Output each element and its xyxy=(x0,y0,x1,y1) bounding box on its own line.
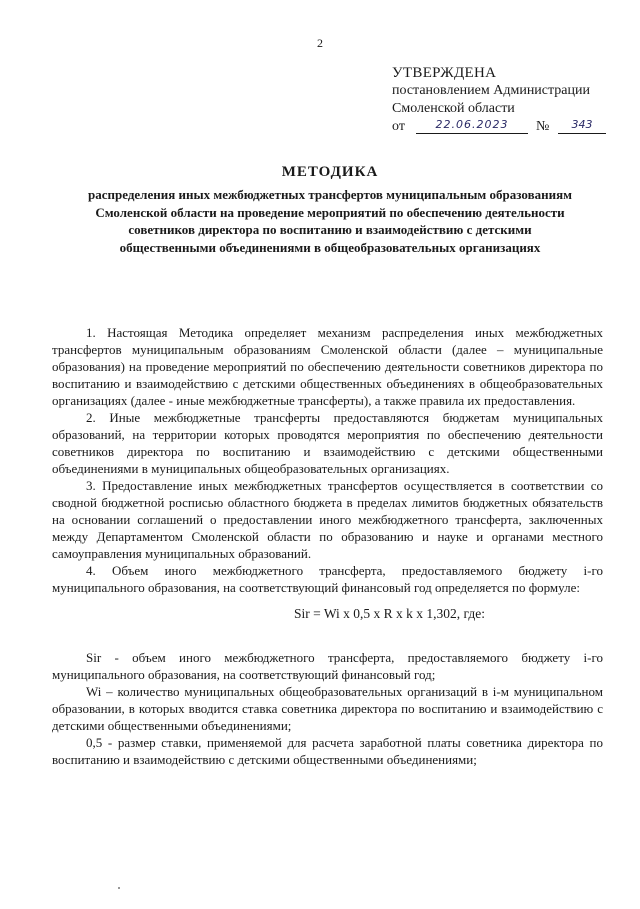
number-label: № xyxy=(536,119,550,134)
from-label: от xyxy=(392,119,405,134)
document-title xyxy=(80,164,580,256)
scan-speck xyxy=(118,887,120,889)
definition-wi: Wi – количество муниципальных общеобразовательных организаций в i-м муниципальном образовании, в которых вводится ставка советника директора по воспитанию и взаимодействию с детскими общественными объединениями; xyxy=(52,684,603,733)
approval-date-number-line xyxy=(392,118,632,138)
formula: Sir = Wi x 0,5 x R x k x 1,302, где: xyxy=(293,606,486,621)
title-subtitle: распределения иных межбюджетных трансфертов муниципальным образованиям Смоленской области на проведение мероприятий по обеспечению деятельности советников директора по воспитанию и взаимодействию с детскими общественными объединениями в общеобразовательных организациях xyxy=(88,187,572,255)
document-body xyxy=(52,324,603,768)
paragraph-2: 2. Иные межбюджетные трансферты предоставляются бюджетам муниципальных образований, на территории которых проводятся мероприятия по обеспечению деятельности советников директора по воспитанию и взаимодействию с детскими общественными объединениями в муниципальных общеобразовательных организациях. xyxy=(52,410,603,476)
paragraph-4: 4. Объем иного межбюджетного трансферта, предоставляемого бюджету i-го муниципального образования, на соответствующий финансовый год определяется по формуле: xyxy=(52,563,603,595)
handwritten-date: 22.06.2023 xyxy=(416,116,528,134)
paragraph-3: 3. Предоставление иных межбюджетных трансфертов осуществляется в соответствии со сводной бюджетной росписью областного бюджета в пределах лимитов бюджетных обязательств на основании соглашений о предоставлении иного межбюджетного трансферта, заключенных между Департаментом Смоленской области по образованию и науке и органами местного самоуправления муниципальных образований. xyxy=(52,478,603,561)
title-main: МЕТОДИКА xyxy=(281,164,379,180)
definition-sir: Sir - объем иного межбюджетного трансферта, предоставляемого бюджету i-го муниципального образования, на соответствующий финансовый год; xyxy=(52,650,603,682)
approval-heading: УТВЕРЖДЕНА xyxy=(392,65,497,81)
paragraph-1: 1. Настоящая Методика определяет механизм распределения иных межбюджетных трансфертов муниципальным образованиям Смоленской области (далее – муниципальные образования) на проведение мероприятий по обеспечению деятельности советников директора по воспитанию и взаимодействию с детскими общественных объединениях в общеобразовательных организациях (далее - иные межбюджетные трансферты), а также правила их предоставления. xyxy=(52,325,603,408)
approval-line-1: постановлением Администрации xyxy=(392,83,590,98)
handwritten-number: 343 xyxy=(558,116,606,134)
definition-rate: 0,5 - размер ставки, применяемой для расчета заработной платы советника директора по воспитанию и взаимодействию с детскими общественными объединениями; xyxy=(52,735,603,767)
approval-stamp-block xyxy=(392,64,632,138)
page-number: 2 xyxy=(317,36,323,50)
approval-line-2: Смоленской области xyxy=(392,101,515,116)
